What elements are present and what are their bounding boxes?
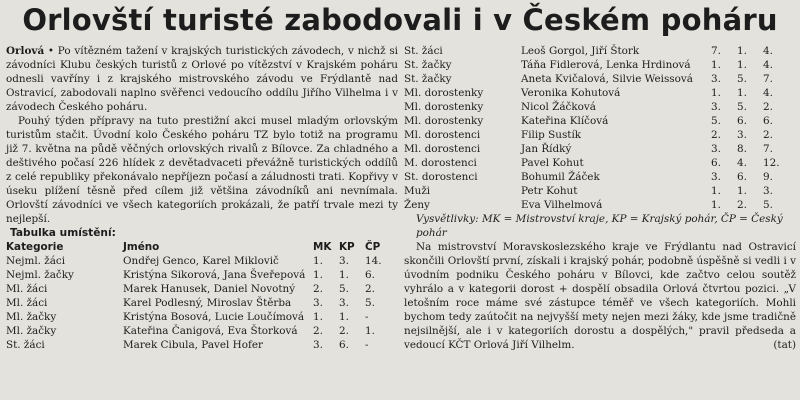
cell-category: Ml. dorostenky — [404, 87, 484, 99]
header-mk: MK — [313, 241, 332, 253]
cell-mk: 3. — [711, 101, 721, 113]
cell-category: Nejml. žačky — [6, 269, 74, 281]
right-column — [404, 44, 796, 352]
cell-kp: 1. — [737, 185, 747, 197]
table-row — [404, 184, 789, 198]
headline: Orlovští turisté zabodovali i v Českém poháru — [22, 3, 778, 37]
table-row — [404, 114, 789, 128]
table-row — [6, 254, 391, 268]
closing-paragraph — [404, 240, 796, 352]
cell-cp: 4. — [763, 45, 773, 57]
header-name: Jméno — [123, 241, 160, 253]
table-row — [6, 324, 391, 338]
cell-mk: 3. — [711, 73, 721, 85]
cell-name: Kateřina Čanigová, Eva Štorková — [123, 325, 298, 337]
cell-cp: 4. — [763, 87, 773, 99]
cell-name: Marek Hanusek, Daniel Novotný — [123, 283, 296, 295]
header-kp: KP — [339, 241, 355, 253]
cell-cp: 2. — [365, 283, 375, 295]
table-header-row — [6, 240, 391, 254]
cell-name: Veronika Kohutová — [521, 87, 621, 99]
cell-mk: 3. — [313, 339, 323, 351]
table-row — [6, 296, 391, 310]
table-row — [404, 100, 789, 114]
table-row — [404, 58, 789, 72]
cell-category: Ml. dorostenci — [404, 129, 481, 141]
cell-name: Marek Cibula, Pavel Hofer — [123, 339, 263, 351]
cell-cp: 6. — [365, 269, 375, 281]
cell-cp: 5. — [365, 297, 375, 309]
cell-category: St. žačky — [404, 59, 452, 71]
legend-note: Vysvětlivky: MK = Mistrovství kraje, KP = Krajský pohár, ČP = Český pohár — [416, 213, 783, 239]
cell-cp: 5. — [763, 199, 773, 211]
cell-kp: 1. — [339, 311, 349, 323]
cell-category: St. žáci — [6, 339, 45, 351]
cell-kp: 3. — [339, 255, 349, 267]
signature: (tat) — [773, 339, 796, 351]
cell-cp: 2. — [763, 129, 773, 141]
cell-kp: 1. — [737, 45, 747, 57]
table-row — [6, 338, 391, 352]
cell-category: St. dorostenci — [404, 171, 478, 183]
cell-mk: 3. — [313, 297, 323, 309]
cell-name: Táňa Fidlerová, Lenka Hrdinová — [521, 59, 691, 71]
cell-name: Karel Podlesný, Miroslav Štěrba — [123, 297, 292, 309]
table-row — [404, 170, 789, 184]
cell-category: Nejml. žáci — [6, 255, 66, 267]
cell-mk: 2. — [313, 283, 323, 295]
cell-cp: 3. — [763, 185, 773, 197]
body-paragraph: Pouhý týden přípravy na tuto prestižní akci musel mladým orlovským turistům stačit. Úvodní kolo Českého poháru TZ bylo totiž na programu již 7. května na půdě věčných orlovských rivalů z Bílovce. Za chladného a deštivého počasí 226 hlídek z devětadvaceti převážně turistických oddílů z celé republiky překonávalo nepříjezn počasí a záludnosti trati. Kopřivy v úseku plížení těsně před cílem již většina závodníků ani nevnímala. Orlovští závodníci ve všech kategoriích prokázali, že patří trvale mezi ty nejlepší. — [6, 115, 398, 225]
cell-name: Eva Vilhelmová — [521, 199, 603, 211]
table-row — [404, 142, 789, 156]
cell-category: Ml. dorostenky — [404, 115, 484, 127]
cell-name: Pavel Kohut — [521, 157, 584, 169]
cell-name: Ondřej Genco, Karel Miklovič — [123, 255, 279, 267]
table-row — [404, 44, 789, 58]
cell-name: Leoš Gorgol, Jiří Štork — [521, 45, 640, 57]
lead-paragraph — [6, 44, 398, 114]
cell-cp: 7. — [763, 143, 773, 155]
table-row — [404, 156, 789, 170]
cell-category: St. žáci — [404, 45, 443, 57]
cell-category: Ml. dorostenky — [404, 101, 484, 113]
cell-category: M. dorostenci — [404, 157, 477, 169]
cell-kp: 1. — [737, 87, 747, 99]
dateline: Orlová — [6, 45, 45, 57]
cell-category: St. žačky — [404, 73, 452, 85]
cell-kp: 5. — [737, 101, 747, 113]
cell-name: Petr Kohut — [521, 185, 578, 197]
cell-kp: 5. — [737, 73, 747, 85]
lead-text: • Po vítězném tažení v krajských turistických závodech, v nichž si závodníci Klubu českých turistů z Orlové po vítězství v Krajském poháru odnesli vavříny i z krajského mistrovského závodu ve Frýdlantě nad Ostravicí, zabodovali naplno svěřenci vedoucího oddílu Jiřího Vilhelma i v závodech Českého poháru. — [6, 45, 398, 113]
cell-kp: 4. — [737, 157, 747, 169]
cell-mk: 5. — [711, 115, 721, 127]
cell-kp: 6. — [339, 339, 349, 351]
cell-kp: 6. — [737, 171, 747, 183]
header-cp: ČP — [365, 241, 381, 253]
cell-mk: 1. — [711, 185, 721, 197]
cell-category: Ml. žáci — [6, 283, 48, 295]
cell-name: Nicol Žáčková — [521, 101, 596, 113]
cell-category: Ml. žáci — [6, 297, 48, 309]
cell-cp: 4. — [763, 59, 773, 71]
cell-category: Ml. žačky — [6, 311, 57, 323]
cell-cp: 9. — [763, 171, 773, 183]
cell-name: Filip Sustík — [521, 129, 582, 141]
cell-cp: 2. — [763, 101, 773, 113]
cell-name: Kristýna Sikorová, Jana Šveřepová — [123, 269, 306, 281]
cell-mk: 6. — [711, 157, 721, 169]
cell-mk: 1. — [711, 87, 721, 99]
cell-kp: 3. — [339, 297, 349, 309]
cell-mk: 1. — [711, 199, 721, 211]
cell-cp: 1. — [365, 325, 375, 337]
cell-cp: 14. — [365, 255, 382, 267]
table-row — [6, 310, 391, 324]
cell-kp: 8. — [737, 143, 747, 155]
cell-mk: 3. — [711, 143, 721, 155]
cell-cp: - — [365, 311, 369, 323]
cell-mk: 1. — [711, 59, 721, 71]
cell-category: Ženy — [404, 199, 430, 211]
cell-kp: 1. — [737, 59, 747, 71]
table-row — [6, 282, 391, 296]
cell-mk: 7. — [711, 45, 721, 57]
cell-mk: 1. — [313, 269, 323, 281]
cell-kp: 6. — [737, 115, 747, 127]
table-row — [404, 86, 789, 100]
cell-mk: 1. — [313, 255, 323, 267]
table-row — [6, 268, 391, 282]
header-category: Kategorie — [6, 241, 64, 253]
cell-mk: 1. — [313, 311, 323, 323]
cell-cp: 7. — [763, 73, 773, 85]
results-table-right — [404, 44, 789, 212]
cell-cp: - — [365, 339, 369, 351]
cell-mk: 2. — [313, 325, 323, 337]
cell-cp: 6. — [763, 115, 773, 127]
table-row — [404, 198, 789, 212]
cell-name: Bohumil Žáček — [521, 171, 600, 183]
closing-text: Na mistrovství Moravskoslezského kraje ve Frýdlantu nad Ostravicí skončili Orlovští první, získali i krajský pohár, podobně úspěšně si vedli i v úvodním podniku Českého poháru v Bílovci, kde začtvo celou soutěž vyhrálo a v kategorii dorost + dospělí obsadila Orlová čtvrtou pozici. „V letošním roce máme své zástupce téměř ve všech kategoriích. Mohli bychom tedy zaútočit na nejvyšší mety nejen mezi žáky, kde jsme tradičně nejsilnější, ale i v kategoriích dorostu a dospělých," pravil předseda a vedoucí KČT Orlová Jiří Vilhelm. — [404, 241, 796, 351]
cell-kp: 5. — [339, 283, 349, 295]
cell-kp: 2. — [737, 199, 747, 211]
cell-category: Ml. dorostenci — [404, 143, 481, 155]
cell-mk: 3. — [711, 171, 721, 183]
cell-kp: 1. — [339, 269, 349, 281]
cell-kp: 2. — [339, 325, 349, 337]
table-row — [404, 72, 789, 86]
cell-name: Kristýna Bosová, Lucie Loučímová — [123, 311, 305, 323]
cell-category: Ml. žačky — [6, 325, 57, 337]
left-column — [6, 44, 398, 352]
cell-mk: 2. — [711, 129, 721, 141]
table-row — [404, 128, 789, 142]
cell-cp: 12. — [763, 157, 780, 169]
cell-name: Kateřina Klíčová — [521, 115, 609, 127]
cell-category: Muži — [404, 185, 431, 197]
results-table-left — [6, 240, 391, 352]
cell-kp: 3. — [737, 129, 747, 141]
cell-name: Jan Řídký — [521, 143, 572, 155]
table-title: Tabulka umístění: — [10, 227, 116, 239]
cell-name: Aneta Kvičalová, Silvie Weissová — [521, 73, 693, 85]
